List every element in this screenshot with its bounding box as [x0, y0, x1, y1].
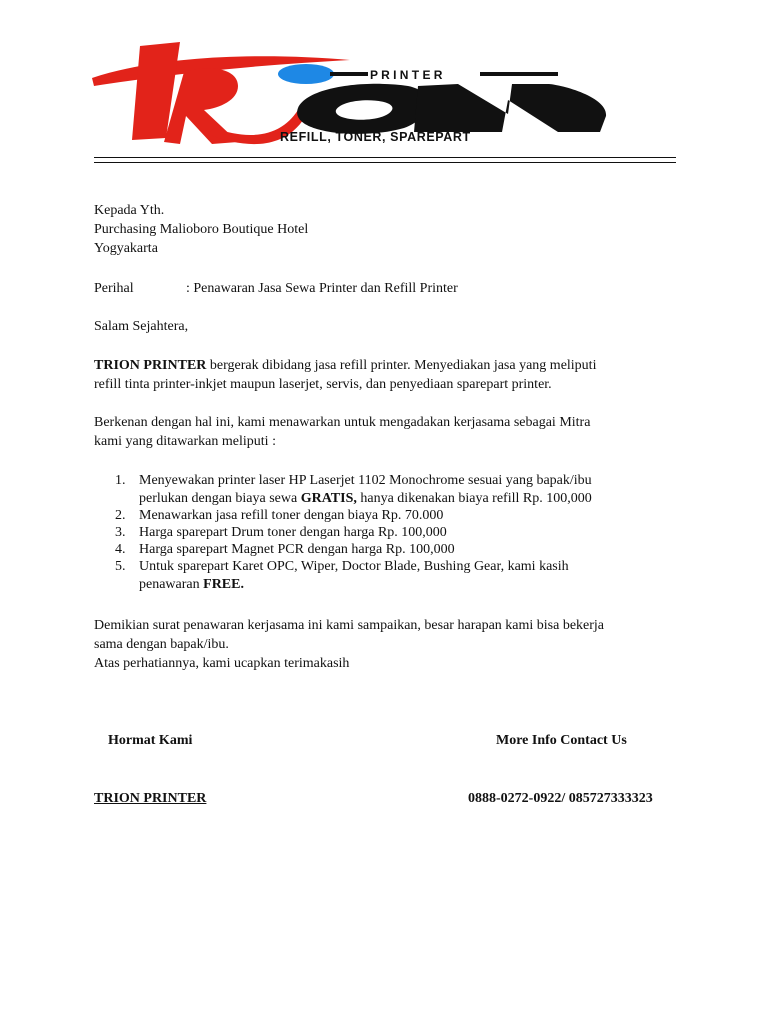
offer-list: [94, 472, 676, 593]
logo-tagline: REFILL, TONER, SPAREPART: [280, 130, 471, 144]
item3-text: Harga sparepart Drum toner dengan harga Rp. 100,000: [139, 525, 447, 540]
offer-intro-line1: Berkenan dengan hal ini, kami menawarkan untuk mengadakan kerjasama sebagai Mitra: [94, 415, 591, 430]
intro-text-line2: refill tinta printer-inkjet maupun laserjet, servis, dan penyediaan sparepart printer.: [94, 377, 552, 392]
closing-paragraph: [94, 617, 676, 672]
signature-right-heading: More Info Contact Us: [496, 733, 627, 748]
list-item-number: 1.: [115, 473, 126, 488]
contact-phone: 0888-0272-0922/ 085727333323: [468, 791, 653, 806]
recipient-block: [94, 202, 676, 257]
item1-line1: Menyewakan printer laser HP Laserjet 1102 Monochrome sesuai yang bapak/ibu: [139, 473, 592, 488]
list-item-number: 4.: [115, 542, 126, 557]
list-item: [94, 472, 676, 507]
closing-line3: Atas perhatiannya, kami ucapkan terimakasih: [94, 656, 350, 671]
header-rule-bottom: [94, 162, 676, 163]
header-rule-top: [94, 157, 676, 158]
list-item: [94, 524, 676, 541]
logo-blue-dot: [278, 64, 334, 84]
subject-value: Penawaran Jasa Sewa Printer dan Refill Printer: [193, 281, 458, 296]
list-item-number: 3.: [115, 525, 126, 540]
subject-separator: :: [186, 281, 190, 296]
item1-gratis: GRATIS,: [300, 491, 357, 506]
offer-intro-line2: kami yang ditawarkan meliputi :: [94, 434, 276, 449]
closing-line1: Demikian surat penawaran kerjasama ini kami sampaikan, besar harapan kami bisa bekerja: [94, 618, 605, 633]
recipient-line3: Yogyakarta: [94, 241, 158, 256]
intro-text-line1: bergerak dibidang jasa refill printer. Menyediakan jasa yang meliputi: [206, 358, 597, 373]
list-item-number: 5.: [115, 559, 126, 574]
signature-company-name: TRION PRINTER: [94, 791, 207, 806]
item5-line2-pre: penawaran: [139, 577, 204, 592]
item5-line1: Untuk sparepart Karet OPC, Wiper, Doctor Blade, Bushing Gear, kami kasih: [139, 559, 569, 574]
subject-label: Perihal: [94, 281, 134, 296]
trion-printer-logo: [88, 38, 618, 150]
item1-line2-post: hanya dikenakan biaya refill Rp. 100,000: [356, 491, 592, 506]
subject-line: [94, 280, 676, 297]
item1-line2-pre: perlukan dengan biaya sewa: [139, 491, 301, 506]
logo-printer-word: P R I N T E R: [370, 68, 443, 82]
greeting: Salam Sejahtera,: [94, 319, 189, 334]
list-item: [94, 541, 676, 558]
signature-left-heading: Hormat Kami: [108, 733, 193, 748]
offer-intro: [94, 414, 676, 450]
item4-text: Harga sparepart Magnet PCR dengan harga Rp. 100,000: [139, 542, 455, 557]
logo-black-o: [297, 84, 428, 134]
list-item: [94, 507, 676, 524]
logo-black-n: [414, 84, 606, 132]
list-item: [94, 558, 676, 593]
recipient-line1: Kepada Yth.: [94, 203, 165, 218]
list-item-number: 2.: [115, 508, 126, 523]
item5-free: FREE.: [203, 577, 244, 592]
closing-line2: sama dengan bapak/ibu.: [94, 637, 229, 652]
item2-text: Menawarkan jasa refill toner dengan biaya Rp. 70.000: [139, 508, 444, 523]
recipient-line2: Purchasing Malioboro Boutique Hotel: [94, 222, 309, 237]
intro-company: TRION PRINTER: [94, 358, 207, 373]
intro-paragraph: [94, 357, 676, 393]
